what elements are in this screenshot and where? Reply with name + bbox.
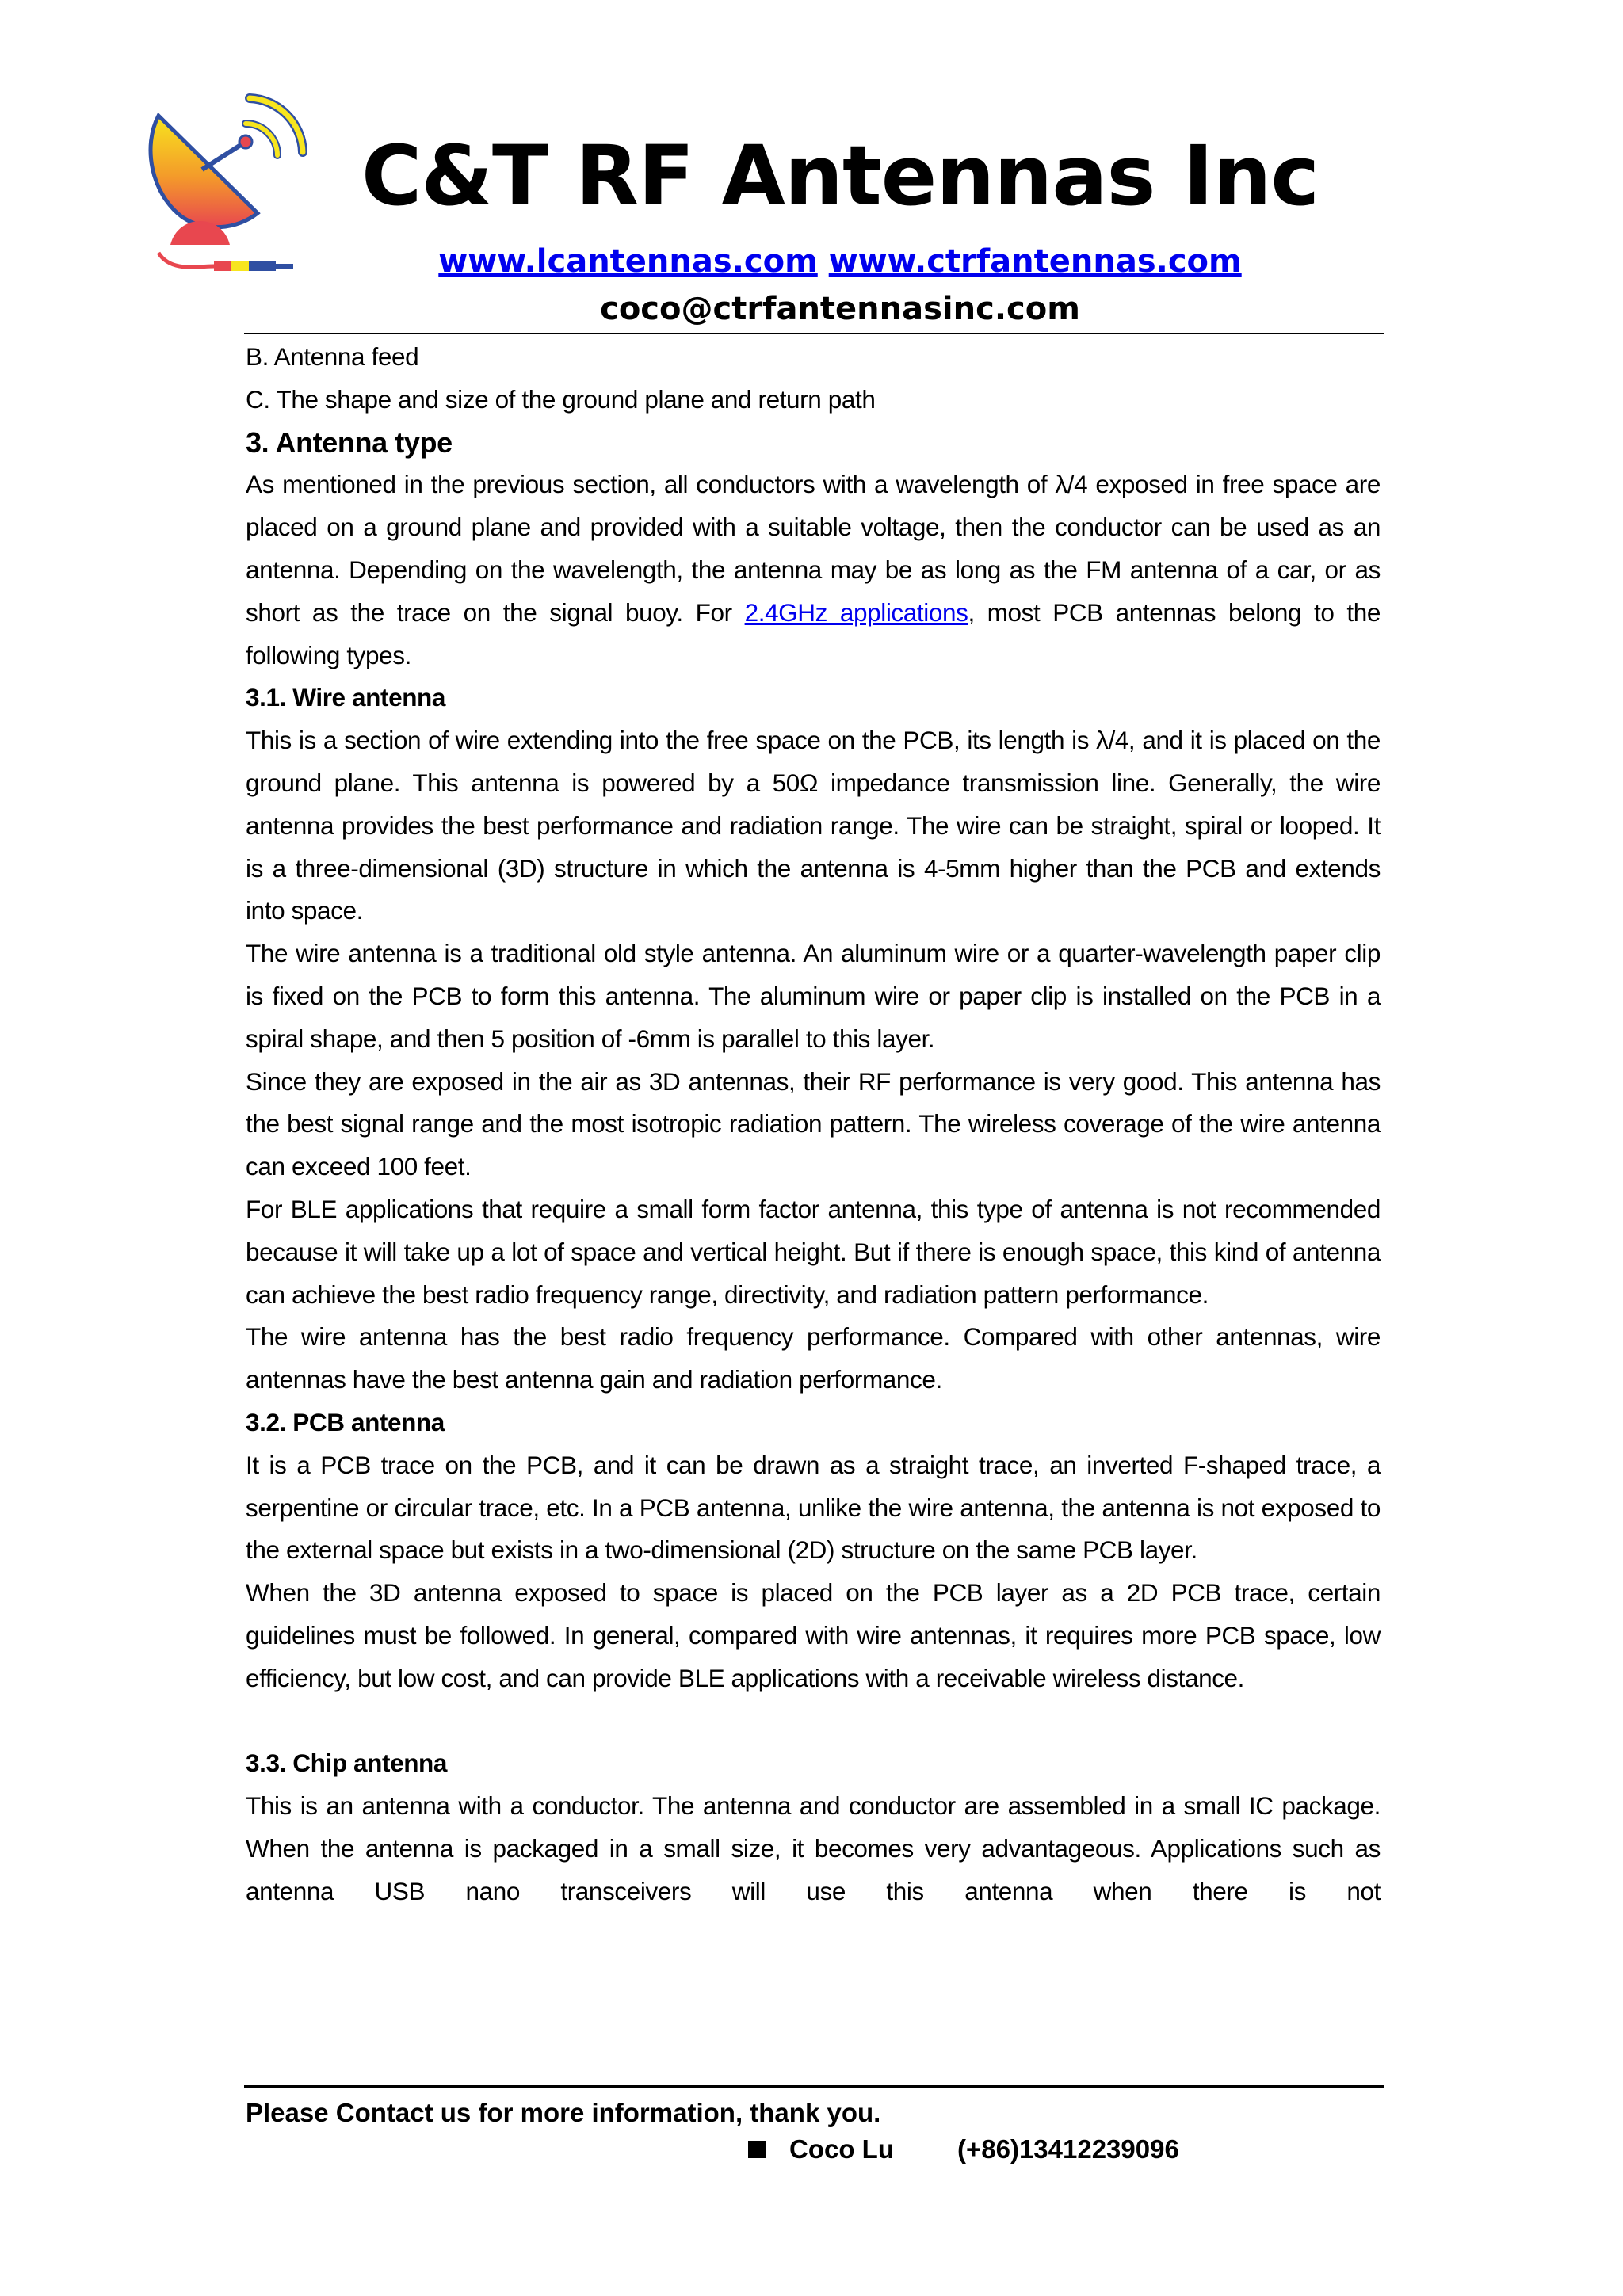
document-body [246, 336, 1381, 1913]
list-item-c: C. The shape and size of the ground plane and return path [246, 384, 876, 414]
applications-link[interactable]: 2.4GHz applications [744, 597, 968, 627]
website-links [341, 238, 1339, 285]
header-divider [244, 333, 1384, 334]
blank-line [246, 1700, 1381, 1743]
section-3-1-heading: 3.1. Wire antenna [246, 683, 445, 712]
section-3-2-paragraph-2: When the 3D antenna exposed to space is placed on the PCB layer as a 2D PCB trace, certain guidelines must be followed. In general, compared with wire antennas, it requires more PCB space, low efficiency, but low cost, and can provide BLE applications with a receivable wireless distance. [246, 1578, 1381, 1692]
contact-phone: (+86)13412239096 [957, 2134, 1179, 2164]
contact-name: Coco Lu [789, 2134, 894, 2164]
website-link-2[interactable]: www.ctrfantennas.com [828, 243, 1242, 280]
section-3-3-paragraph-1: This is an antenna with a conductor. The antenna and conductor are assembled in a small IC package. When the antenna is packaged in a small size, it becomes very advantageous. Applications such as antenna USB nano transceivers will use this antenna when there is not [246, 1791, 1381, 1905]
square-bullet-icon [748, 2141, 766, 2158]
section-3-1-paragraph-5: The wire antenna has the best radio frequency performance. Compared with other antennas, wire antennas have the best antenna gain and radiation performance. [246, 1322, 1381, 1394]
contact-line [748, 2128, 1179, 2171]
section-3-heading: 3. Antenna type [246, 425, 453, 459]
footer-divider [244, 2085, 1384, 2088]
list-item-b: B. Antenna feed [246, 342, 419, 371]
satellite-dish-logo-icon [127, 82, 325, 280]
section-3-1-paragraph-3: Since they are exposed in the air as 3D antennas, their RF performance is very good. This antenna has the best signal range and the most isotropic radiation pattern. The wireless coverage of the wire antenna can exceed 100 feet. [246, 1066, 1381, 1181]
website-link-1[interactable]: www.lcantennas.com [438, 243, 818, 280]
contact-email: coco@ctrfantennasinc.com [600, 291, 1080, 327]
section-3-1-paragraph-1: This is a section of wire extending into the free space on the PCB, its length is λ/4, and it is placed on the ground plane. This antenna is powered by a 50Ω impedance transmission line. Generally, the wire antenna provides the best performance and radiation range. The wire can be straight, spiral or looped. It is a three-dimensional (3D) structure in which the antenna is 4-5mm higher than the PCB and extends into space. [246, 726, 1381, 925]
footer-note: Please Contact us for more information, thank you. [246, 2098, 881, 2127]
section-3-2-heading: 3.2. PCB antenna [246, 1407, 445, 1436]
section-3-text-a: As mentioned in the previous section, all conductors with a wavelength of λ/4 exposed in free space are placed on a ground plane and provided with a suitable voltage, then the conductor can be used as an antenna. Depending on the wavelength, the antenna may be as long as the FM antenna of a car, or as short as the trace on the signal buoy. For [246, 470, 1381, 627]
section-3-1-paragraph-2: The wire antenna is a traditional old style antenna. An aluminum wire or a quarter-wavelength paper clip is fixed on the PCB to form this antenna. The aluminum wire or paper clip is installed on the PCB in a spiral shape, and then 5 position of -6mm is parallel to this layer. [246, 939, 1381, 1053]
section-3-1-paragraph-4: For BLE applications that require a small form factor antenna, this type of antenna is not recommended because it will take up a lot of space and vertical height. But if there is enough space, this kind of antenna can achieve the best radio frequency range, directivity, and radiation pattern performance. [246, 1194, 1381, 1309]
company-name: C&T RF Antennas Inc [361, 128, 1319, 224]
section-3-3-heading: 3.3. Chip antenna [246, 1749, 447, 1778]
section-3-text-b: , most PCB antennas belong to the following types. [246, 597, 1381, 669]
section-3-paragraph [246, 463, 1381, 677]
section-3-2-paragraph-1: It is a PCB trace on the PCB, and it can be drawn as a straight trace, an inverted F-shaped trace, a serpentine or circular trace, etc. In a PCB antenna, unlike the wire antenna, the antenna is not exposed to the external space but exists in a two-dimensional (2D) structure on the same PCB layer. [246, 1450, 1381, 1565]
